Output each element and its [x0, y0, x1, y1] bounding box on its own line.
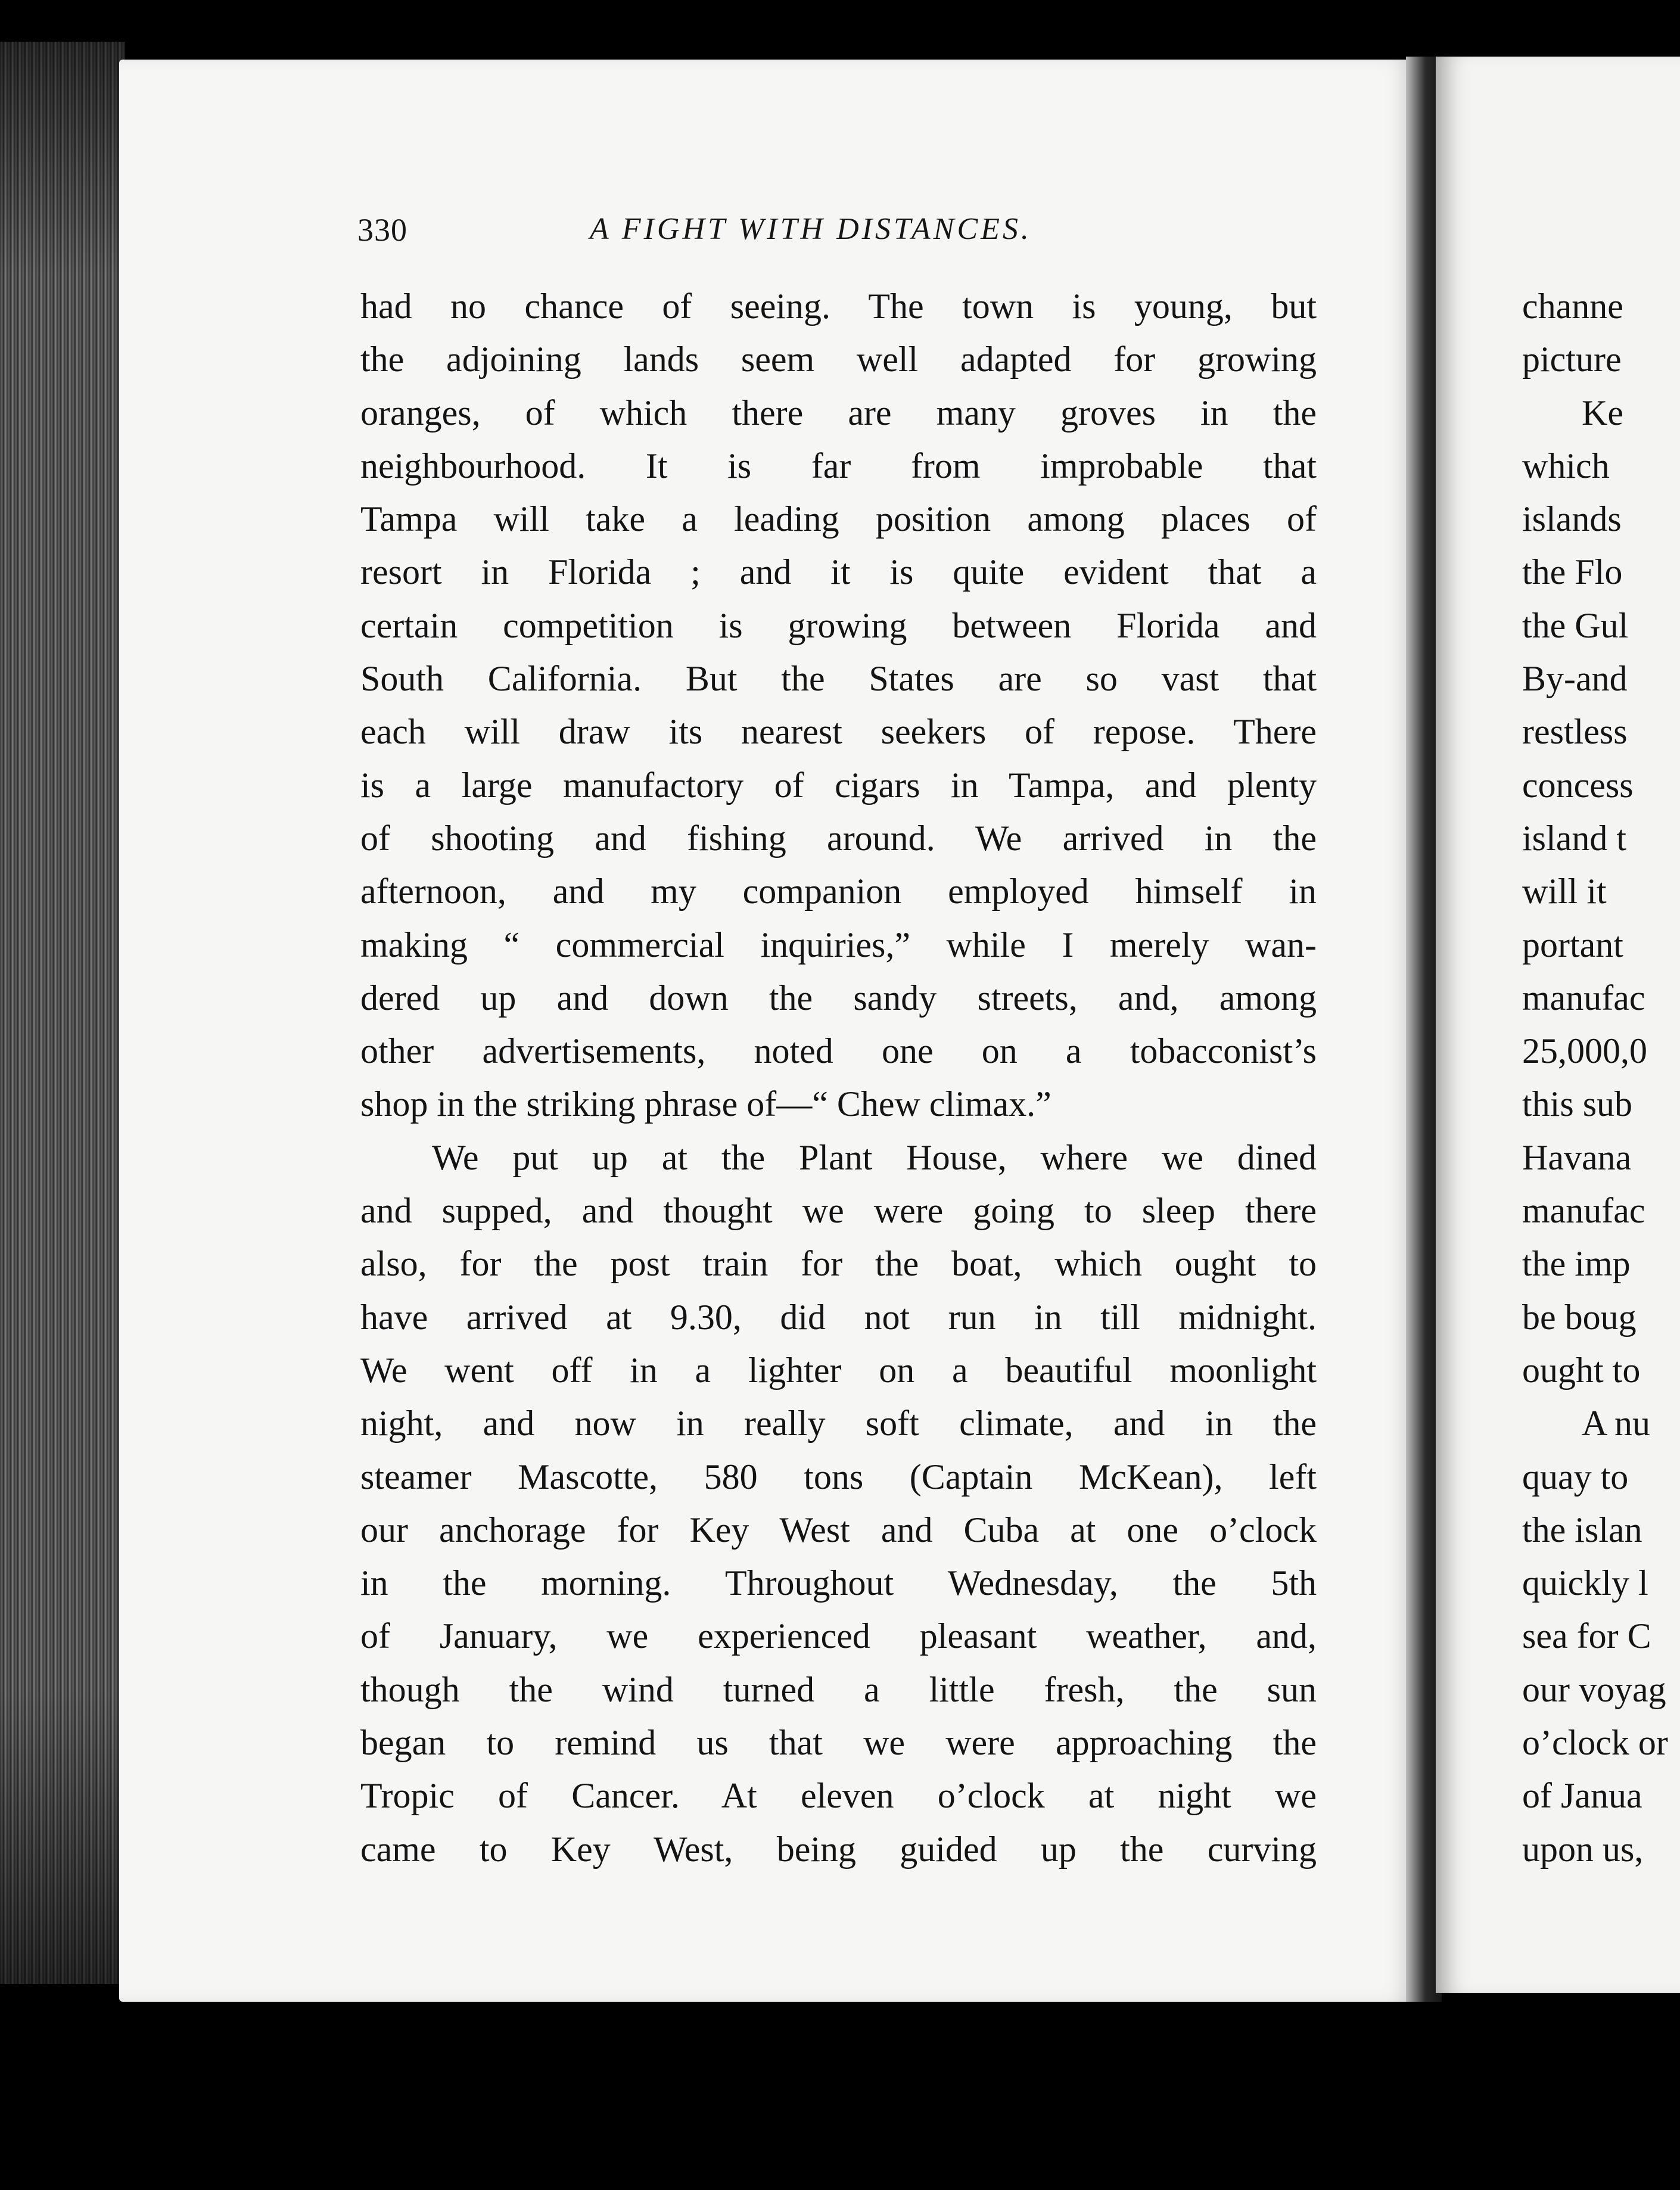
text-line: and supped, and thought we were going to sleep there: [360, 1191, 1317, 1231]
text-line: A nu: [1582, 1404, 1651, 1444]
text-line: channe: [1522, 287, 1623, 326]
text-line: island t: [1522, 818, 1626, 858]
text-line: We went off in a lighter on a beautiful moonlight: [360, 1350, 1317, 1390]
text-line: the adjoining lands seem well adapted for growing: [360, 340, 1317, 379]
text-line: began to remind us that we were approaching the: [360, 1723, 1317, 1763]
text-line: had no chance of seeing. The town is young, but: [360, 287, 1317, 326]
scan-background: [0, 2002, 1680, 2190]
text-line: which: [1522, 446, 1610, 486]
text-line: Havana: [1522, 1137, 1632, 1177]
text-line: o’clock or: [1522, 1723, 1668, 1763]
text-line: of shooting and fishing around. We arrived in the: [360, 818, 1317, 858]
text-line: Ke: [1582, 393, 1623, 433]
text-line: be boug: [1522, 1297, 1637, 1337]
text-line: 25,000,0: [1522, 1031, 1647, 1071]
text-line: in the morning. Throughout Wednesday, the 5th: [360, 1563, 1317, 1603]
text-line: By-and: [1522, 659, 1628, 699]
text-line: sea for C: [1522, 1616, 1651, 1656]
text-line: other advertisements, noted one on a tobacconist’s: [360, 1031, 1317, 1071]
text-line: making “ commercial inquiries,” while I merely wan-: [360, 925, 1317, 965]
text-line: also, for the post train for the boat, which ought to: [360, 1244, 1317, 1284]
text-line: the imp: [1522, 1244, 1631, 1284]
text-line: the Flo: [1522, 552, 1623, 592]
text-line: afternoon, and my companion employed himself in: [360, 872, 1317, 912]
page-stack-edge: [0, 42, 125, 1984]
text-line: restless: [1522, 712, 1628, 752]
text-line: certain competition is growing between Florida and: [360, 605, 1317, 645]
text-line: came to Key West, being guided up the curving: [360, 1829, 1317, 1869]
text-line: Tampa will take a leading position among places of: [360, 499, 1317, 539]
text-line: will it: [1522, 872, 1607, 912]
text-line: steamer Mascotte, 580 tons (Captain McKean), left: [360, 1457, 1317, 1497]
text-line: portant: [1522, 925, 1623, 965]
text-line: the Gul: [1522, 605, 1629, 645]
text-line: of Janua: [1522, 1776, 1642, 1816]
text-line: dered up and down the sandy streets, and, among: [360, 978, 1317, 1018]
text-line: quickly l: [1522, 1563, 1648, 1603]
text-line: islands: [1522, 499, 1622, 539]
text-line: is a large manufactory of cigars in Tampa, and plenty: [360, 765, 1317, 805]
page-header: [357, 211, 1311, 259]
text-line: have arrived at 9.30, did not run in till midnight.: [360, 1297, 1317, 1337]
text-line: manufac: [1522, 978, 1645, 1018]
text-line: picture: [1522, 340, 1622, 379]
running-head: A FIGHT WITH DISTANCES.: [590, 212, 1032, 246]
text-line: quay to: [1522, 1457, 1629, 1497]
text-line: upon us,: [1522, 1829, 1644, 1869]
text-line: though the wind turned a little fresh, the sun: [360, 1669, 1317, 1709]
text-line: each will draw its nearest seekers of repose. There: [360, 712, 1317, 752]
text-line: oranges, of which there are many groves in the: [360, 393, 1317, 433]
text-line: the islan: [1522, 1510, 1642, 1550]
text-line: this sub: [1522, 1084, 1633, 1124]
text-line: neighbourhood. It is far from improbable that: [360, 446, 1317, 486]
text-line: of January, we experienced pleasant weather, and,: [360, 1616, 1317, 1656]
text-line: night, and now in really soft climate, and in the: [360, 1404, 1317, 1444]
text-line: our voyag: [1522, 1669, 1666, 1709]
text-line: We put up at the Plant House, where we dined: [432, 1137, 1317, 1177]
text-line: our anchorage for Key West and Cuba at one o’clock: [360, 1510, 1317, 1550]
text-line: ought to: [1522, 1350, 1641, 1390]
page-number: 330: [357, 212, 407, 248]
text-line: concess: [1522, 765, 1634, 805]
text-line: resort in Florida ; and it is quite evident that a: [360, 552, 1317, 592]
right-page-body: [1522, 280, 1680, 1876]
text-line: South California. But the States are so vast that: [360, 659, 1317, 699]
left-page-body: [360, 280, 1317, 1876]
text-line: shop in the striking phrase of—“ Chew climax.”: [360, 1084, 1051, 1124]
text-line: Tropic of Cancer. At eleven o’clock at night we: [360, 1776, 1317, 1816]
text-line: manufac: [1522, 1191, 1645, 1231]
